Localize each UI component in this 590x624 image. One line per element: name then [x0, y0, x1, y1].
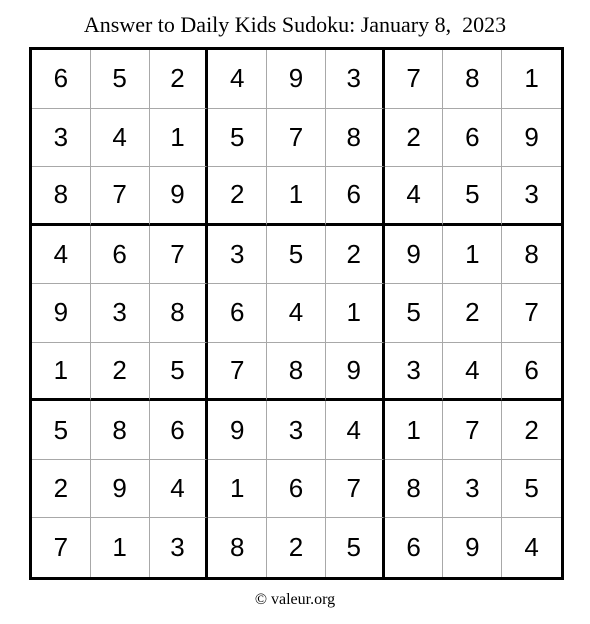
sudoku-cell: 2 [208, 167, 267, 226]
sudoku-cell: 8 [385, 460, 444, 519]
sudoku-cell: 8 [502, 226, 561, 285]
sudoku-cell: 3 [326, 50, 385, 109]
sudoku-cell: 8 [150, 284, 209, 343]
sudoku-cell: 3 [208, 226, 267, 285]
sudoku-cell: 9 [326, 343, 385, 402]
sudoku-cell: 9 [267, 50, 326, 109]
sudoku-cell: 8 [91, 401, 150, 460]
copyright-footer: © valeur.org [254, 591, 336, 608]
sudoku-cell: 6 [267, 460, 326, 519]
sudoku-cell: 1 [208, 460, 267, 519]
sudoku-cell: 9 [208, 401, 267, 460]
sudoku-cell: 4 [267, 284, 326, 343]
sudoku-cell: 4 [326, 401, 385, 460]
sudoku-cell: 3 [502, 167, 561, 226]
sudoku-cell: 1 [32, 343, 91, 402]
sudoku-cell: 8 [267, 343, 326, 402]
sudoku-cell: 5 [267, 226, 326, 285]
sudoku-cell: 2 [91, 343, 150, 402]
sudoku-board [29, 47, 564, 580]
sudoku-cell: 2 [502, 401, 561, 460]
sudoku-cell: 3 [385, 343, 444, 402]
sudoku-cell: 2 [32, 460, 91, 519]
sudoku-cell: 3 [91, 284, 150, 343]
sudoku-cell: 3 [267, 401, 326, 460]
sudoku-cell: 4 [32, 226, 91, 285]
puzzle-title: Answer to Daily Kids Sudoku: January 8, 2023 [83, 12, 507, 37]
sudoku-cell: 6 [91, 226, 150, 285]
sudoku-cell: 2 [443, 284, 502, 343]
sudoku-cell: 5 [150, 343, 209, 402]
sudoku-cell: 5 [208, 109, 267, 168]
sudoku-cell: 1 [326, 284, 385, 343]
sudoku-cell: 9 [385, 226, 444, 285]
sudoku-cell: 1 [150, 109, 209, 168]
sudoku-cell: 5 [385, 284, 444, 343]
sudoku-cell: 4 [524, 532, 539, 563]
sudoku-cell: 6 [385, 518, 444, 577]
sudoku-cell: 3 [32, 109, 91, 168]
sudoku-cell: 6 [208, 284, 267, 343]
sudoku-cell: 6 [150, 401, 209, 460]
sudoku-cell: 7 [502, 284, 561, 343]
sudoku-cell: 8 [326, 109, 385, 168]
sudoku-cell: 6 [32, 50, 91, 109]
sudoku-cell: 1 [385, 401, 444, 460]
sudoku-cell: 2 [326, 226, 385, 285]
sudoku-cell: 4 [208, 50, 267, 109]
sudoku-cell: 2 [385, 109, 444, 168]
sudoku-cell: 4 [91, 109, 150, 168]
sudoku-cell: 4 [150, 460, 209, 519]
sudoku-cell: 1 [91, 518, 150, 577]
sudoku-cell: 6 [443, 109, 502, 168]
sudoku-cell: 4 [443, 343, 502, 402]
sudoku-cell: 8 [208, 518, 267, 577]
sudoku-cell: 5 [326, 518, 385, 577]
sudoku-cell: 7 [443, 401, 502, 460]
sudoku-cell: 7 [32, 518, 91, 577]
sudoku-cell: 7 [385, 50, 444, 109]
sudoku-cell: 9 [443, 518, 502, 577]
sudoku-cell: 7 [267, 109, 326, 168]
sudoku-cell: 6 [502, 343, 561, 402]
sudoku-cell: 5 [443, 167, 502, 226]
sudoku-cell: 7 [91, 167, 150, 226]
sudoku-cell: 7 [326, 460, 385, 519]
sudoku-cell: 9 [502, 109, 561, 168]
sudoku-cell: 1 [267, 167, 326, 226]
sudoku-cell: 2 [150, 50, 209, 109]
sudoku-cell: 7 [208, 343, 267, 402]
sudoku-cell: 6 [326, 167, 385, 226]
sudoku-cell: 5 [91, 50, 150, 109]
sudoku-cell: 9 [32, 284, 91, 343]
sudoku-cell: 3 [443, 460, 502, 519]
sudoku-cell: 1 [443, 226, 502, 285]
sudoku-cell: 5 [32, 401, 91, 460]
sudoku-cell: 3 [150, 518, 209, 577]
sudoku-cell: 8 [443, 50, 502, 109]
sudoku-cell: 9 [91, 460, 150, 519]
sudoku-cell: 1 [502, 50, 561, 109]
sudoku-cell: 2 [267, 518, 326, 577]
sudoku-cell: 4 [385, 167, 444, 226]
sudoku-cell: 9 [150, 167, 209, 226]
sudoku-cell: 8 [32, 167, 91, 226]
sudoku-cell: 5 [502, 460, 561, 519]
sudoku-cell: 7 [150, 226, 209, 285]
